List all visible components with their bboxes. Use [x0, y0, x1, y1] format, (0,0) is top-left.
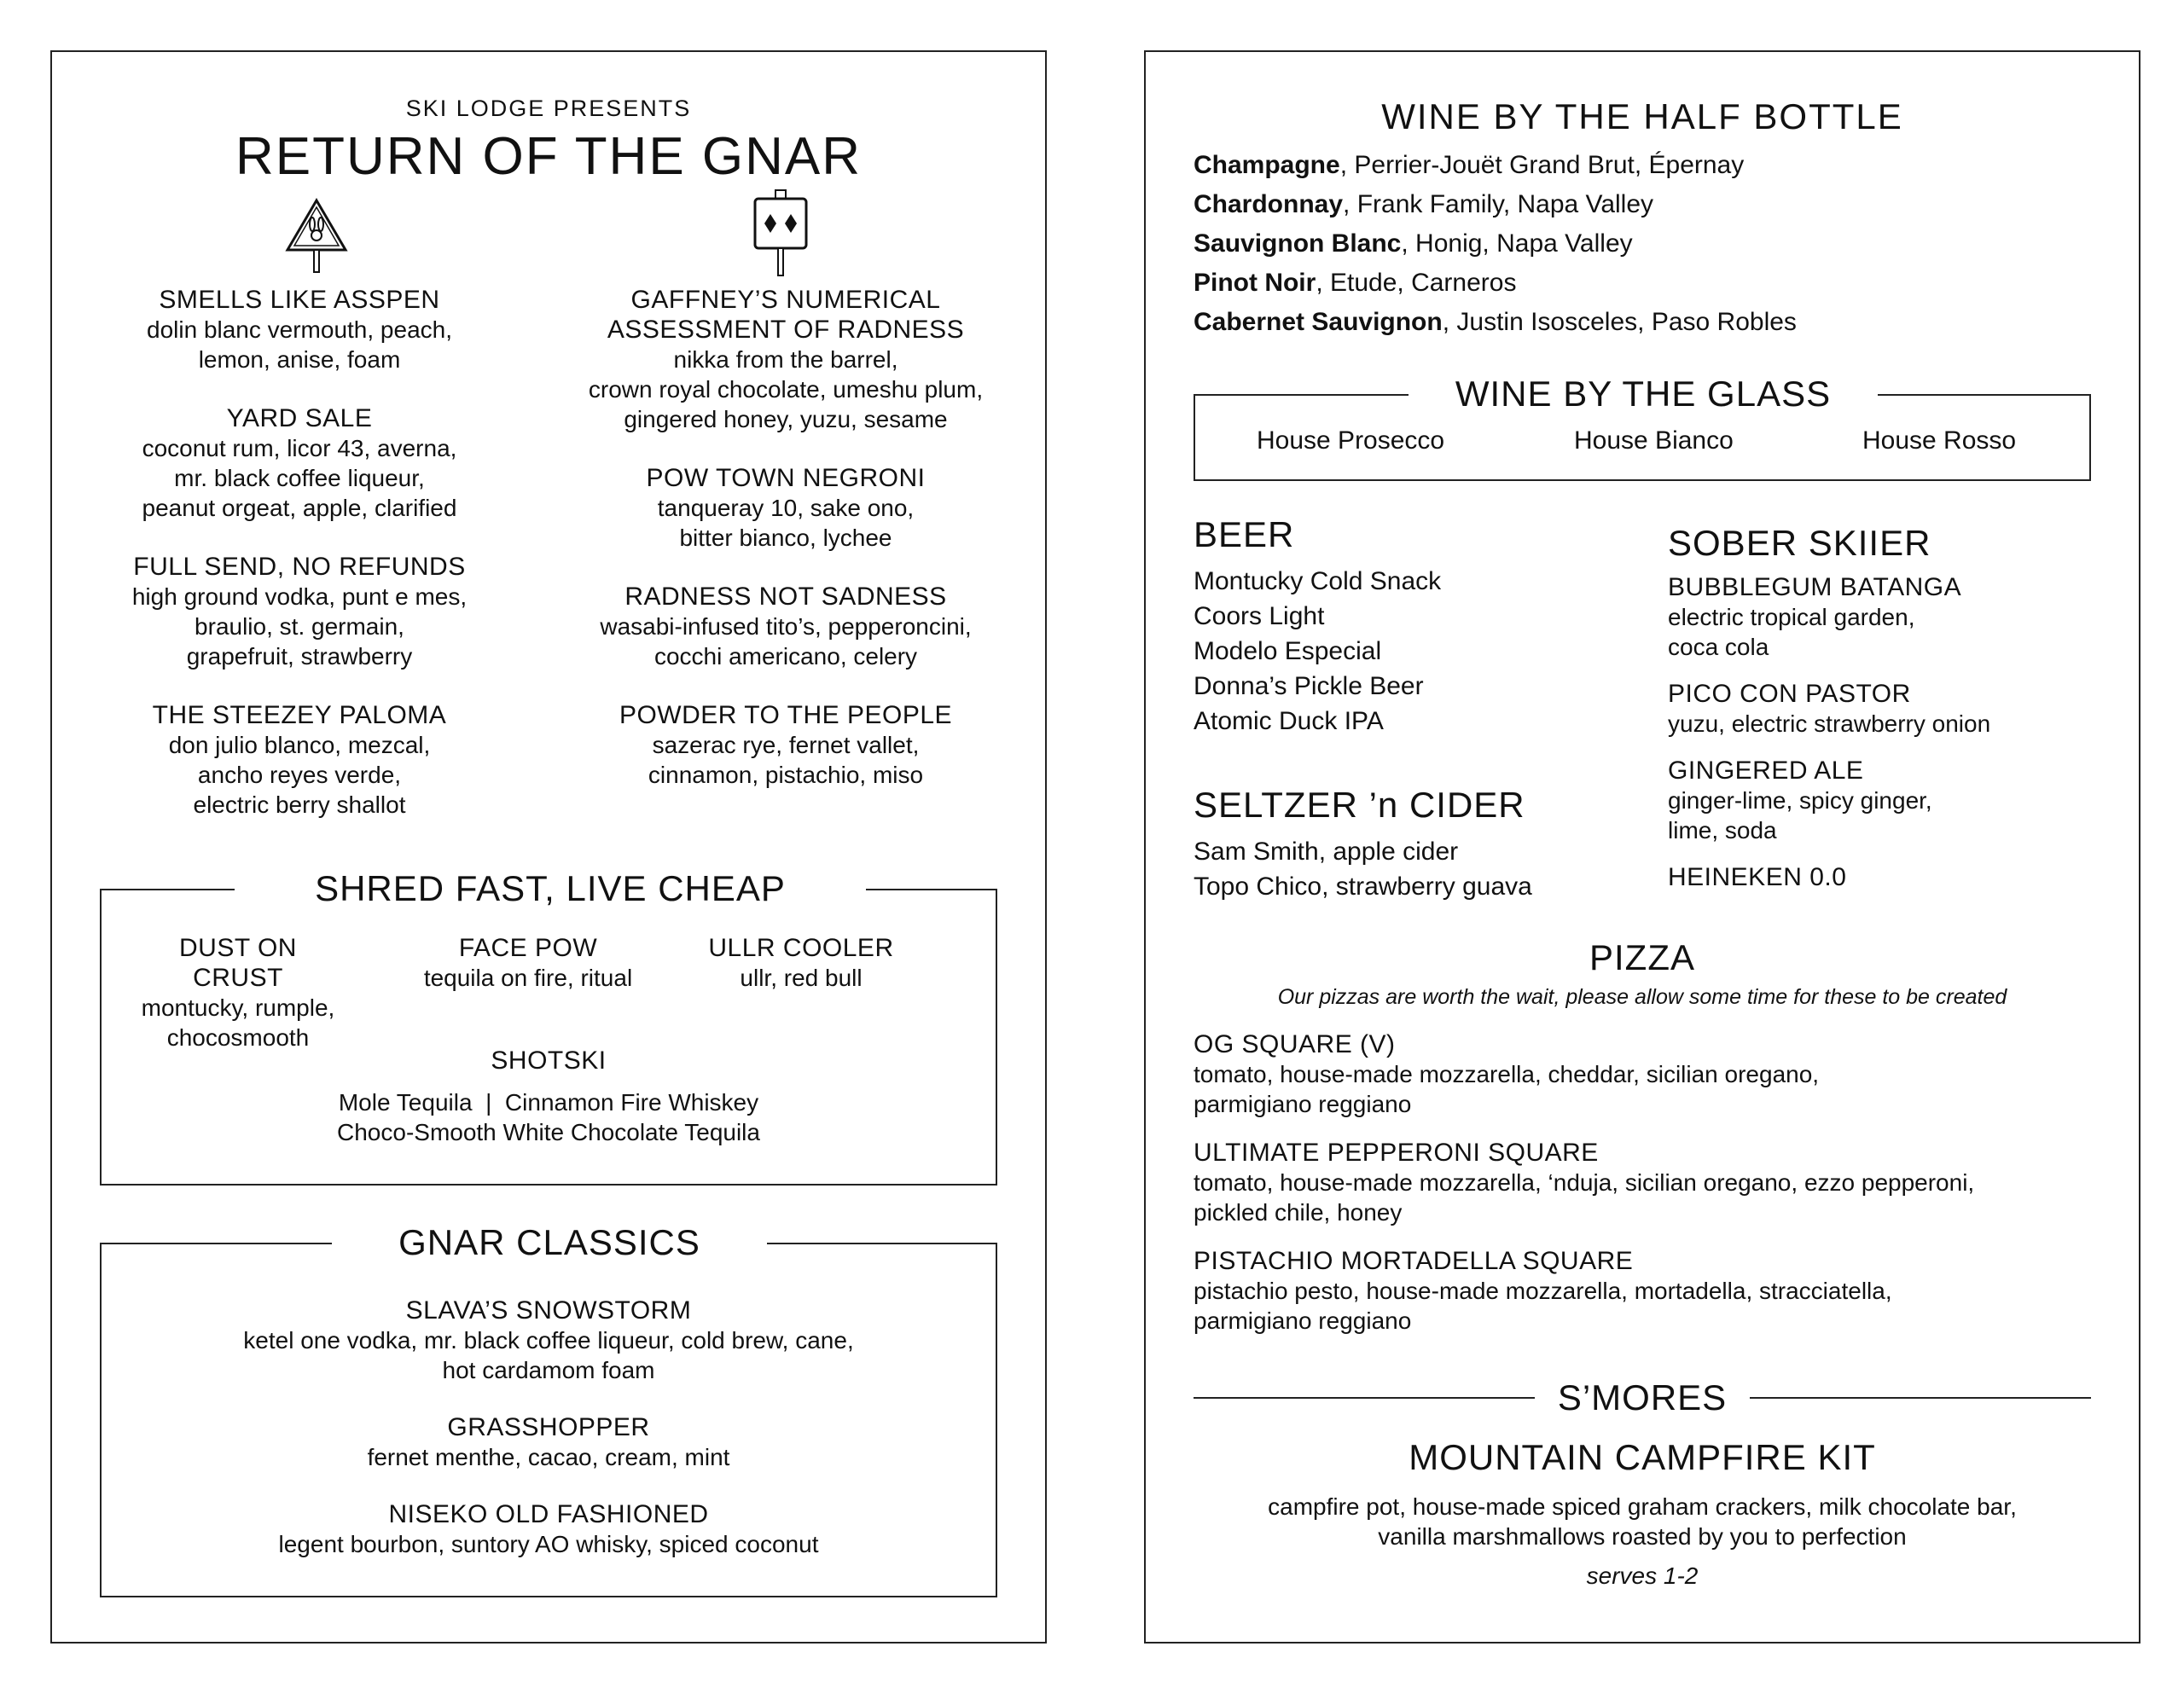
glass-item: House Bianco: [1574, 426, 1734, 455]
beer-title: BEER: [1194, 514, 1295, 554]
pizza-name: ULTIMATE PEPPERONI SQUARE: [1194, 1139, 1599, 1167]
sober-name: HEINEKEN 0.0: [1668, 863, 1847, 891]
cocktail-name: RADNESS NOT SADNESS: [624, 583, 947, 611]
shot-desc: ullr, red bull: [740, 965, 863, 991]
cocktail-desc: braulio, st. germain,: [195, 613, 404, 640]
cocktail-item: [112, 552, 487, 671]
sober-item: [1668, 572, 1990, 662]
campfire-kit-name: MOUNTAIN CAMPFIRE KIT: [1409, 1437, 1876, 1477]
pizza-desc: parmigiano reggiano: [1194, 1091, 1412, 1117]
shotski-line: Mole Tequila | Cinnamon Fire Whiskey: [338, 1089, 759, 1116]
cocktail-name: FULL SEND, NO REFUNDS: [133, 553, 466, 581]
smores-rule-right: [1750, 1397, 2091, 1399]
wine-varietal: Pinot Noir: [1194, 269, 1316, 297]
cocktail-name: THE STEEZEY PALOMA: [152, 701, 447, 729]
classic-name: SLAVA’S SNOWSTORM: [405, 1296, 692, 1325]
shred-fast-title: SHRED FAST, LIVE CHEAP: [235, 865, 866, 913]
shot-name: DUST ON CRUST: [179, 934, 297, 992]
cocktail-desc: high ground vodka, punt e mes,: [131, 583, 468, 610]
right-menu-page: [1144, 50, 2140, 1644]
shotski-name: SHOTSKI: [491, 1046, 607, 1075]
sober-item: [1668, 679, 1990, 739]
sober-desc: ginger-lime, spicy ginger,: [1668, 787, 1932, 814]
classic-desc: fernet menthe, cacao, cream, mint: [367, 1444, 730, 1470]
wine-row: [1194, 303, 1797, 342]
pizza-desc: parmigiano reggiano: [1194, 1307, 1412, 1334]
wine-row: [1194, 224, 1797, 264]
beer-item: Coors Light: [1194, 602, 1325, 630]
left-menu-page: [50, 50, 1047, 1644]
beer-item: Montucky Cold Snack: [1194, 567, 1442, 595]
cocktail-desc: bitter bianco, lychee: [679, 525, 892, 551]
cocktail-name: GAFFNEY’S NUMERICAL: [630, 286, 941, 314]
sober-skiier-section: [1668, 519, 1990, 892]
sober-name: PICO CON PASTOR: [1668, 680, 1911, 708]
gnar-classics-box: [100, 1222, 997, 1597]
shot-desc: tequila on fire, ritual: [423, 965, 633, 991]
serves-note: serves 1-2: [1586, 1562, 1699, 1589]
sober-name: GINGERED ALE: [1668, 757, 1864, 785]
shred-fast-box: [100, 868, 997, 1186]
cocktail-name: YARD SALE: [226, 404, 373, 432]
beer-item: Donna’s Pickle Beer: [1194, 672, 1424, 700]
classic-desc: legent bourbon, suntory AO whisky, spiced coconut: [278, 1531, 819, 1557]
cocktail-desc: dolin blanc vermouth, peach,: [147, 316, 452, 343]
wine-varietal: Cabernet Sauvignon: [1194, 308, 1443, 336]
pizza-desc: tomato, house-made mozzarella, ‘nduja, sicilian oregano, ezzo pepperoni,: [1194, 1169, 1975, 1196]
beer-item: Atomic Duck IPA: [1194, 707, 1384, 735]
cocktail-desc: peanut orgeat, apple, clarified: [142, 495, 457, 521]
wine-by-glass-box: [1194, 374, 2091, 481]
kit-desc-line: vanilla marshmallows roasted by you to perfection: [1378, 1523, 1907, 1550]
shot-desc: montucky, rumple,: [141, 994, 335, 1021]
wine-producer: , Honig, Napa Valley: [1401, 229, 1633, 258]
sober-item: [1668, 862, 1990, 892]
shot-item: [136, 933, 340, 1052]
classic-name: GRASSHOPPER: [447, 1413, 650, 1441]
sober-desc: electric tropical garden,: [1668, 604, 1915, 630]
cocktail-desc: tanqueray 10, sake ono,: [657, 495, 915, 521]
sober-item: [1668, 756, 1990, 845]
cocktail-desc: wasabi-infused tito’s, pepperoncini,: [600, 613, 972, 640]
pizza-name: PISTACHIO MORTADELLA SQUARE: [1194, 1247, 1634, 1275]
cocktail-desc: coconut rum, licor 43, averna,: [142, 435, 457, 461]
pizza-list: [1194, 1029, 1974, 1336]
pizza-desc: tomato, house-made mozzarella, cheddar, sicilian oregano,: [1194, 1061, 1820, 1087]
cocktail-column-2: [547, 285, 1025, 807]
wine-row: [1194, 185, 1797, 224]
pizza-desc: pistachio pesto, house-made mozzarella, mortadella, stracciatella,: [1194, 1278, 1892, 1304]
bunny-warning-sign-icon: [284, 197, 349, 274]
seltzer-section: [1194, 781, 1532, 904]
cocktail-item: [112, 700, 487, 820]
cocktail-item: [112, 285, 487, 374]
cocktail-item: [112, 403, 487, 523]
smores-rule-left: [1194, 1397, 1535, 1399]
wine-producer: , Justin Isosceles, Paso Robles: [1442, 308, 1797, 336]
cocktail-desc: grapefruit, strawberry: [186, 643, 413, 670]
wine-varietal: Champagne: [1194, 151, 1340, 179]
campfire-kit-desc: [1146, 1492, 2139, 1551]
seltzer-item: Topo Chico, strawberry guava: [1194, 872, 1532, 901]
cocktail-desc: lemon, anise, foam: [198, 346, 401, 373]
presents-label: SKI LODGE PRESENTS: [405, 96, 692, 121]
shotski-line: Choco-Smooth White Chocolate Tequila: [337, 1119, 760, 1145]
cocktail-desc: nikka from the barrel,: [673, 346, 898, 373]
sober-title: SOBER SKIIER: [1668, 523, 1931, 563]
wine-varietal: Sauvignon Blanc: [1194, 229, 1402, 258]
menu-title: RETURN OF THE GNAR: [235, 127, 863, 186]
half-bottle-list: [1194, 146, 1797, 342]
shot-item: [409, 933, 648, 993]
beer-item: Modelo Especial: [1194, 637, 1382, 665]
cocktail-item: [547, 285, 1025, 434]
cocktail-column-1: [112, 285, 487, 837]
seltzer-item: Sam Smith, apple cider: [1194, 838, 1459, 866]
cocktail-desc: electric berry shallot: [193, 791, 406, 818]
cocktail-desc: cinnamon, pistachio, miso: [648, 762, 924, 788]
wine-varietal: Chardonnay: [1194, 190, 1344, 218]
cocktail-name: POWDER TO THE PEOPLE: [619, 701, 953, 729]
seltzer-title: SELTZER ’n CIDER: [1194, 785, 1525, 825]
kit-desc-line: campfire pot, house-made spiced graham crackers, milk chocolate bar,: [1268, 1493, 2017, 1520]
cocktail-desc: cocchi americano, celery: [653, 643, 918, 670]
half-bottle-title: WINE BY THE HALF BOTTLE: [1381, 96, 1903, 136]
sober-desc: lime, soda: [1668, 817, 1777, 844]
classic-name: NISEKO OLD FASHIONED: [388, 1500, 709, 1528]
cocktail-desc: mr. black coffee liqueur,: [174, 465, 425, 491]
wine-producer: , Frank Family, Napa Valley: [1343, 190, 1654, 218]
pizza-title: PIZZA: [1589, 937, 1695, 977]
sober-desc: yuzu, electric strawberry onion: [1668, 710, 1991, 737]
cocktail-desc: don julio blanco, mezcal,: [168, 732, 431, 758]
smores-title: S’MORES: [1557, 1377, 1728, 1417]
classic-desc: hot cardamom foam: [442, 1357, 655, 1383]
gnar-classics-title: GNAR CLASSICS: [332, 1219, 767, 1267]
shot-desc: chocosmooth: [166, 1024, 310, 1051]
cocktail-name: ASSESSMENT OF RADNESS: [607, 316, 965, 344]
cocktail-desc: gingered honey, yuzu, sesame: [624, 406, 948, 432]
classic-desc: ketel one vodka, mr. black coffee liqueur, cold brew, cane,: [243, 1327, 854, 1354]
wine-by-glass-title: WINE BY THE GLASS: [1409, 370, 1878, 418]
sober-desc: coca cola: [1668, 634, 1769, 660]
cocktail-desc: sazerac rye, fernet vallet,: [652, 732, 920, 758]
pizza-note: Our pizzas are worth the wait, please allow some time for these to be created: [1277, 985, 2007, 1009]
pizza-desc: pickled chile, honey: [1194, 1199, 1403, 1226]
pizza-item: [1194, 1246, 1974, 1336]
classic-item: [102, 1412, 996, 1472]
pizza-name: OG SQUARE (V): [1194, 1030, 1396, 1058]
shot-item: [682, 933, 921, 993]
cocktail-item: [547, 700, 1025, 790]
shot-name: FACE POW: [458, 934, 598, 962]
shot-name: ULLR COOLER: [708, 934, 894, 962]
wine-producer: , Etude, Carneros: [1316, 269, 1517, 297]
classics-list: [102, 1296, 996, 1559]
double-diamond-sign-icon: [750, 188, 811, 277]
pizza-item: [1194, 1029, 1974, 1119]
cocktail-item: [547, 582, 1025, 671]
cocktail-desc: crown royal chocolate, umeshu plum,: [588, 376, 984, 403]
wine-producer: , Perrier-Jouët Grand Brut, Épernay: [1339, 151, 1745, 179]
wine-row: [1194, 146, 1797, 185]
pizza-item: [1194, 1138, 1974, 1227]
cocktail-name: POW TOWN NEGRONI: [646, 464, 926, 492]
classic-item: [102, 1296, 996, 1385]
beer-section: [1194, 511, 1441, 739]
classic-item: [102, 1499, 996, 1559]
sober-name: BUBBLEGUM BATANGA: [1668, 573, 1962, 601]
cocktail-desc: ancho reyes verde,: [197, 762, 402, 788]
cocktail-item: [547, 463, 1025, 553]
cocktail-name: SMELLS LIKE ASSPEN: [159, 286, 440, 314]
wine-row: [1194, 264, 1797, 303]
glass-item: House Rosso: [1862, 426, 2017, 455]
shotski-item: [102, 1046, 996, 1147]
glass-item: House Prosecco: [1257, 426, 1445, 455]
